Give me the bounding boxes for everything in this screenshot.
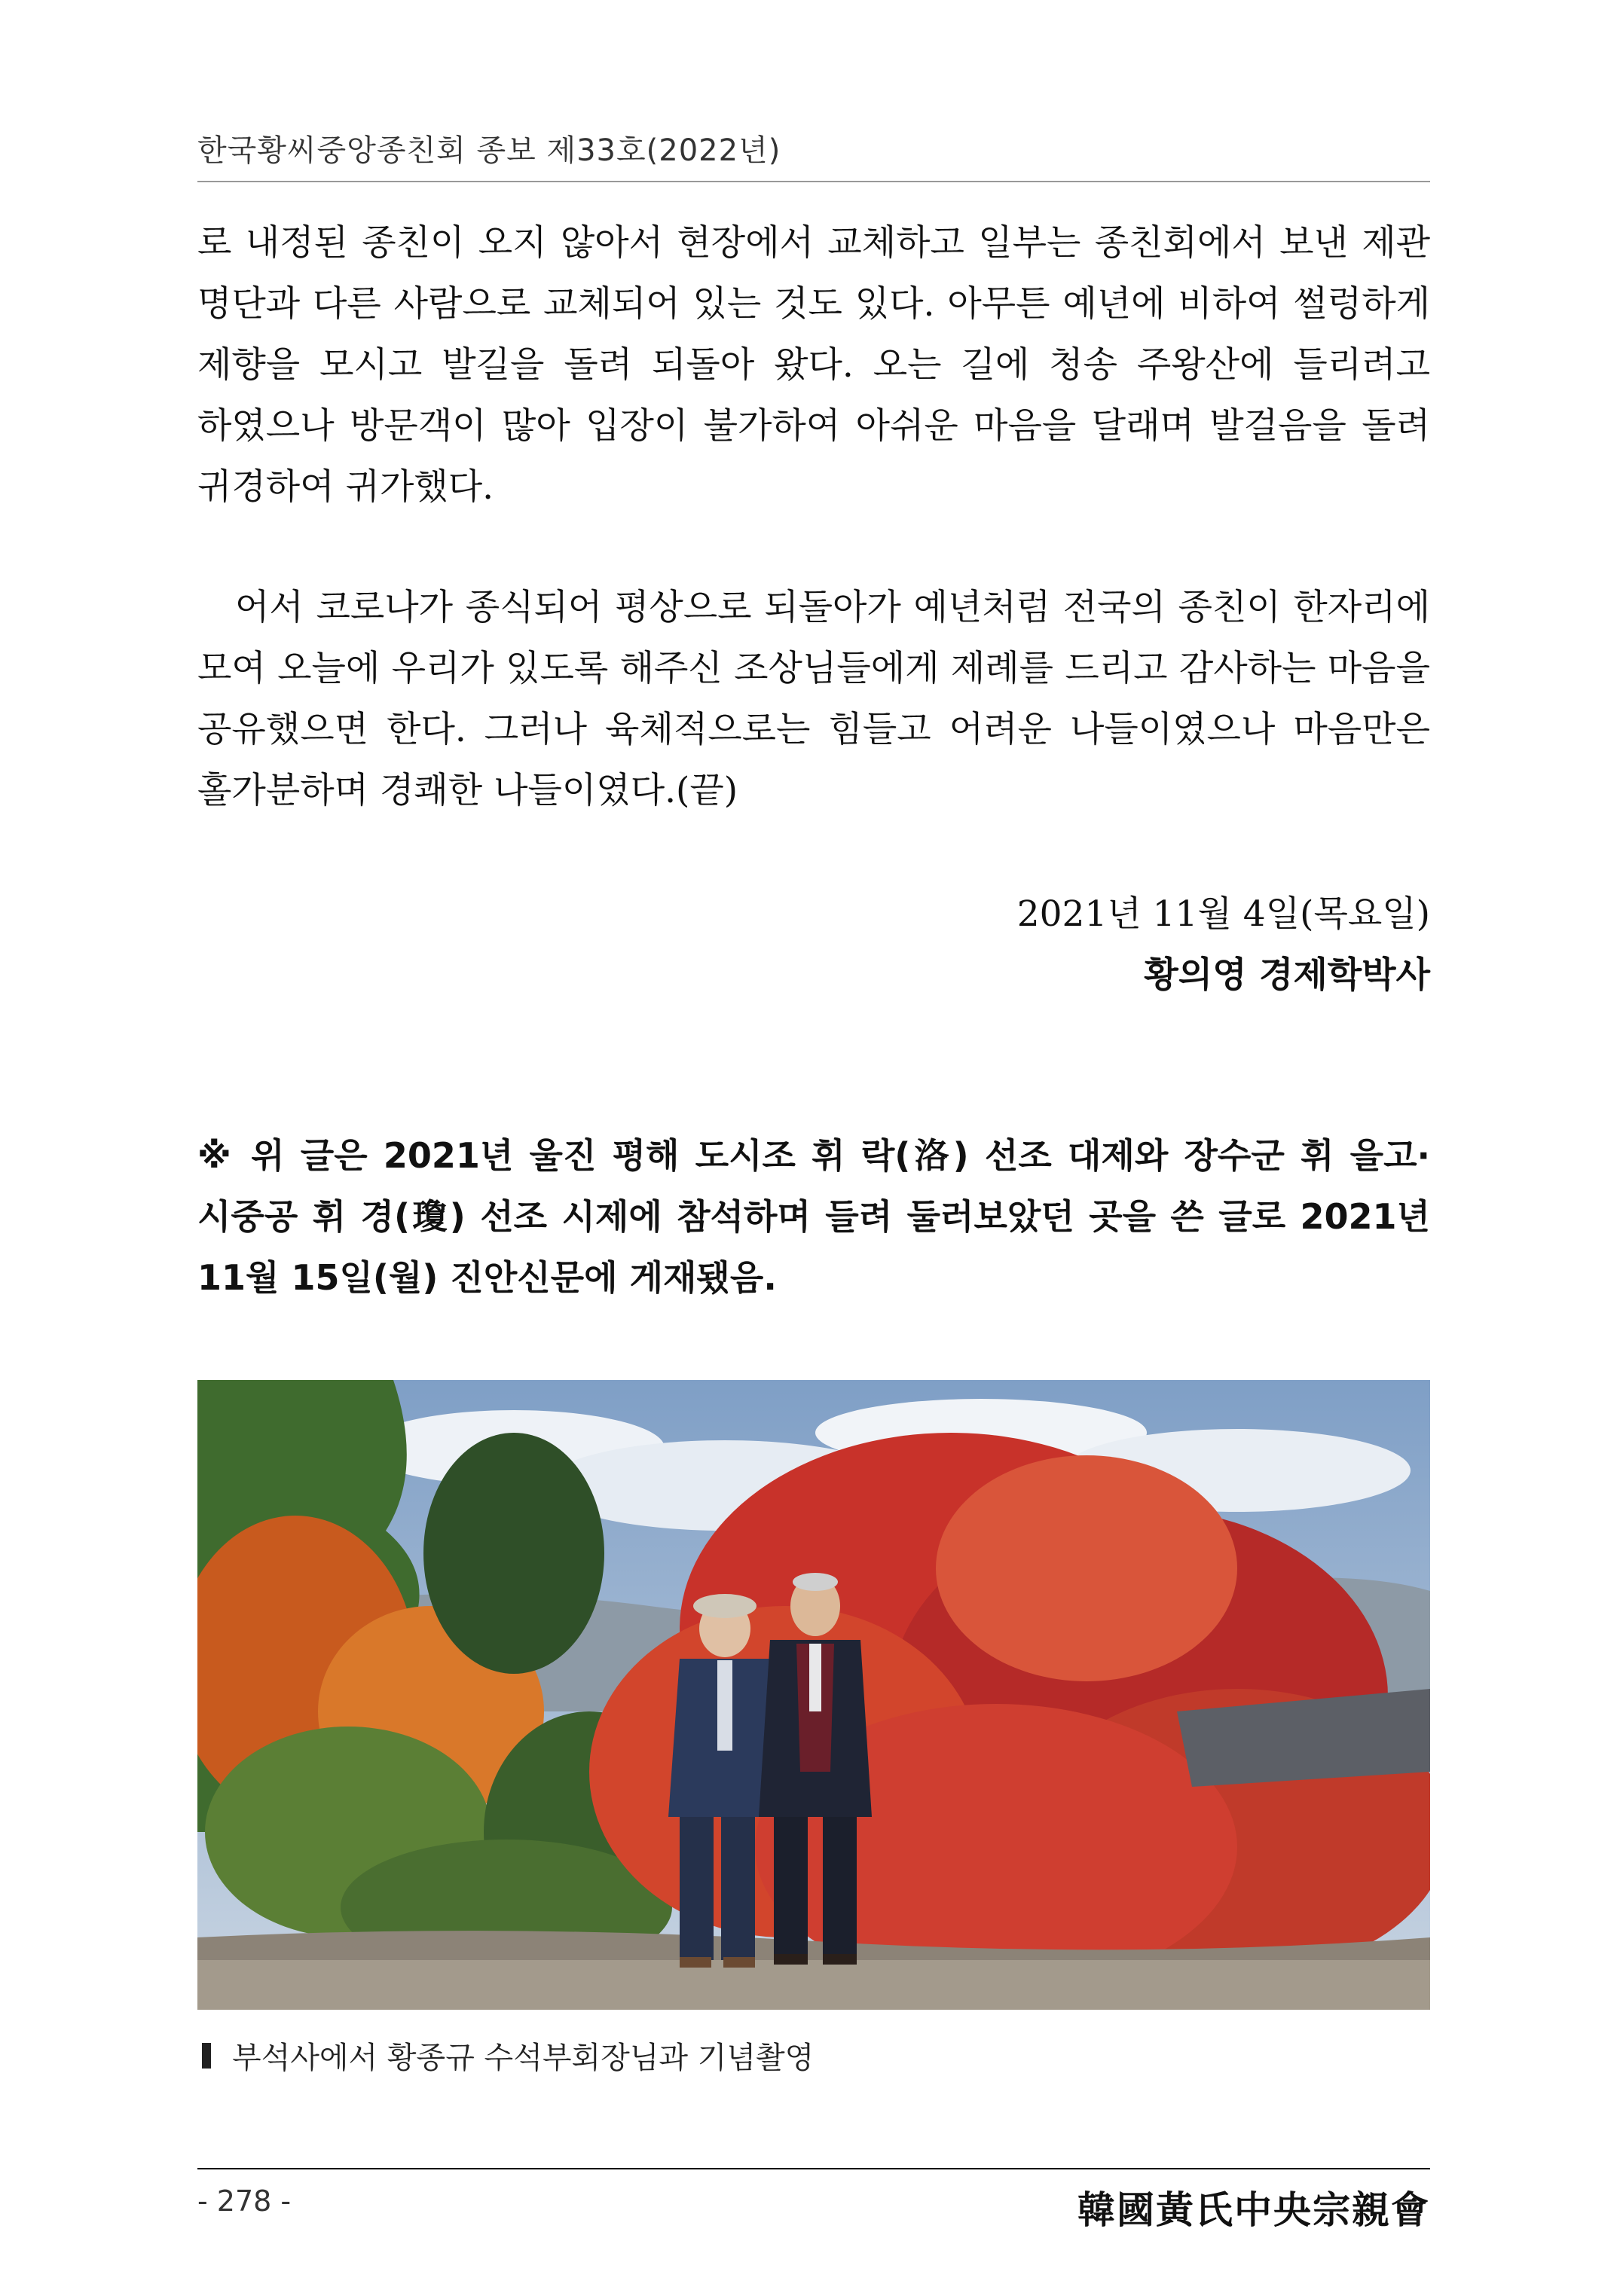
footer-divider	[197, 2168, 1430, 2169]
article-date: 2021년 11월 4일(목요일)	[1016, 893, 1430, 935]
publication-note: ※ 위 글은 2021년 울진 평해 도시조 휘 락(洛) 선조 대제와 장수군 휘 을고·시중공 휘 경(瓊) 선조 시제에 참석하며 들려 둘러보았던 곳을 쓴 글로 2021년 11월 15일(월) 진안신문에 게재됐음.	[197, 1135, 1430, 1298]
photo-caption	[202, 2034, 814, 2077]
article-paragraph-2: 어서 코로나가 종식되어 평상으로 되돌아가 예년처럼 전국의 종친이 한자리에 모여 오늘에 우리가 있도록 해주신 조상님들에게 제례를 드리고 감사하는 마음을 공유했으면 한다. 그러나 육체적으로는 힘들고 어려운 나들이였으나 마음만은 홀가분하며 경쾌한 나들이였다.(끝)	[197, 587, 1430, 811]
article-paragraph-1: 로 내정된 종친이 오지 않아서 현장에서 교체하고 일부는 종친회에서 보낸 제관 명단과 다른 사람으로 교체되어 있는 것도 있다. 아무튼 예년에 비하여 썰렁하게 제향을 모시고 발길을 돌려 되돌아 왔다. 오는 길에 청송 주왕산에 들리려고 하였으나 방문객이 많아 입장이 불가하여 아쉬운 마음을 달래며 발걸음을 돌려 귀경하여 귀가했다.	[197, 222, 1430, 508]
page-number: - 278 -	[197, 2185, 292, 2218]
photo-caption-text: 부석사에서 황종규 수석부회장님과 기념촬영	[232, 2041, 815, 2075]
organization-name: 韓國黃氏中央宗親會	[1077, 2188, 1430, 2232]
caption-marker-icon	[202, 2043, 211, 2069]
article-author: 황의영 경제학박사	[1144, 954, 1430, 996]
header-divider	[197, 181, 1430, 182]
commemorative-photo	[197, 1380, 1430, 2010]
running-header: 한국황씨중앙종친회 종보 제33호(2022년)	[197, 133, 781, 168]
